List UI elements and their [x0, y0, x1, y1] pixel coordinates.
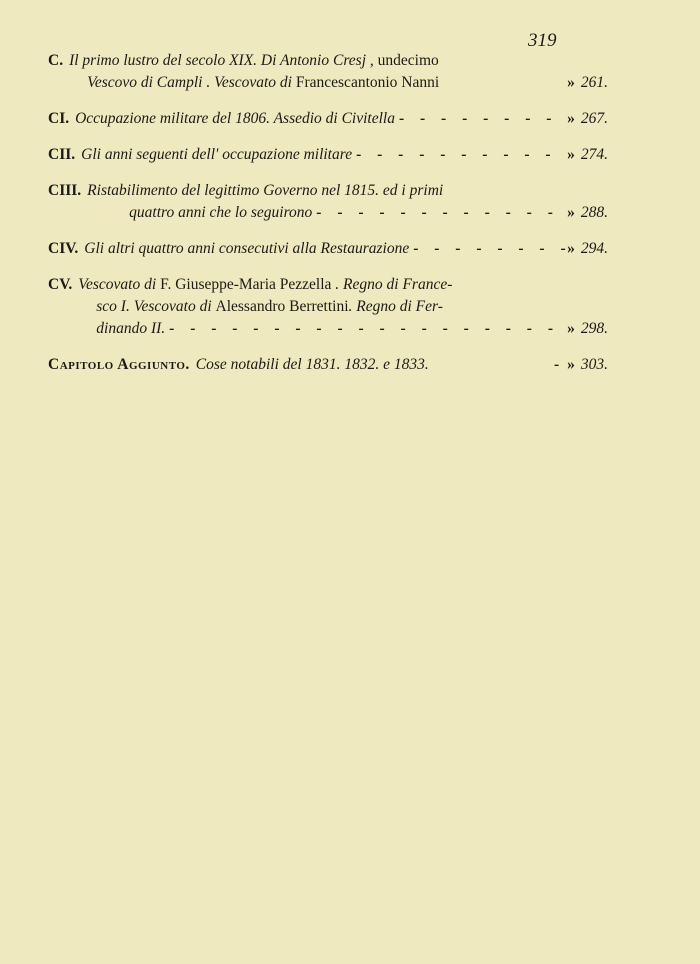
toc-entry-cv [48, 274, 608, 340]
entry-line [87, 202, 608, 224]
chapter-number: C. [48, 52, 64, 69]
entry-title: Cose notabili del 1831. 1832. e 1833. [195, 356, 429, 373]
entry-title: Occupazione militare del 1806. Assedio di Civitella [75, 110, 395, 127]
entry-line [81, 144, 608, 166]
entry-title-part: sco I. Vescovato di Alessandro Berrettini. Regno di Fer- [96, 298, 443, 315]
page-reference: » 274. [567, 146, 608, 163]
page-reference: » 303. [567, 356, 608, 373]
entry-line [78, 296, 608, 318]
entry-title-part: dinando II. [96, 320, 166, 337]
entry-title-part: Ristabilimento del legittimo Governo nel 1815. ed i primi [87, 182, 444, 199]
page-reference: » 298. [567, 320, 608, 337]
page-reference: » 261. [567, 74, 608, 91]
chapter-number: CI. [48, 110, 70, 127]
entry-line [196, 354, 608, 376]
toc-entry-ci [48, 108, 608, 130]
entry-line [78, 274, 608, 296]
page-number: 319 [528, 30, 557, 51]
entry-body [81, 144, 608, 166]
page-reference: » 267. [567, 110, 608, 127]
toc-entry-civ [48, 238, 608, 260]
dot-leader [395, 108, 567, 130]
dot-leader [312, 202, 567, 224]
table-of-contents [48, 50, 608, 390]
toc-entry-cii [48, 144, 608, 166]
page-reference: » 288. [567, 204, 608, 221]
toc-entry-c [48, 50, 608, 94]
entry-title: Gli altri quattro anni consecutivi alla Restaurazione [84, 240, 410, 257]
chapter-number: CII. [48, 146, 76, 163]
entry-body [87, 180, 608, 224]
entry-title-part: Vescovo di Campli . Vescovato di Francescantonio Nanni [87, 74, 440, 91]
dot-leader [550, 354, 567, 376]
dot-leader [165, 318, 567, 340]
entry-body [196, 354, 608, 376]
entry-body [84, 238, 608, 260]
entry-title-part: Il primo lustro del secolo XIX. Di Antonio Cresj , undecimo [69, 52, 439, 69]
entry-title-part: quattro anni che lo seguirono [129, 204, 313, 221]
entry-body [78, 274, 608, 340]
entry-line [69, 72, 608, 94]
toc-entry-appendix [48, 354, 608, 376]
dot-leader [352, 144, 567, 166]
entry-line [87, 180, 608, 202]
entry-line [75, 108, 608, 130]
chapter-number: Capitolo Aggiunto. [48, 356, 190, 373]
entry-line [78, 318, 608, 340]
entry-line [84, 238, 608, 260]
entry-title-part: Vescovato di F. Giuseppe-Maria Pezzella . Regno di France- [78, 276, 453, 293]
entry-body [69, 50, 608, 94]
chapter-number: CV. [48, 276, 73, 293]
chapter-number: CIII. [48, 182, 82, 199]
entry-line [69, 50, 608, 72]
chapter-number: CIV. [48, 240, 79, 257]
dot-leader [409, 238, 567, 260]
entry-title: Gli anni seguenti dell' occupazione militare [81, 146, 353, 163]
entry-body [75, 108, 608, 130]
page-reference: » 294. [567, 240, 608, 257]
toc-entry-ciii [48, 180, 608, 224]
